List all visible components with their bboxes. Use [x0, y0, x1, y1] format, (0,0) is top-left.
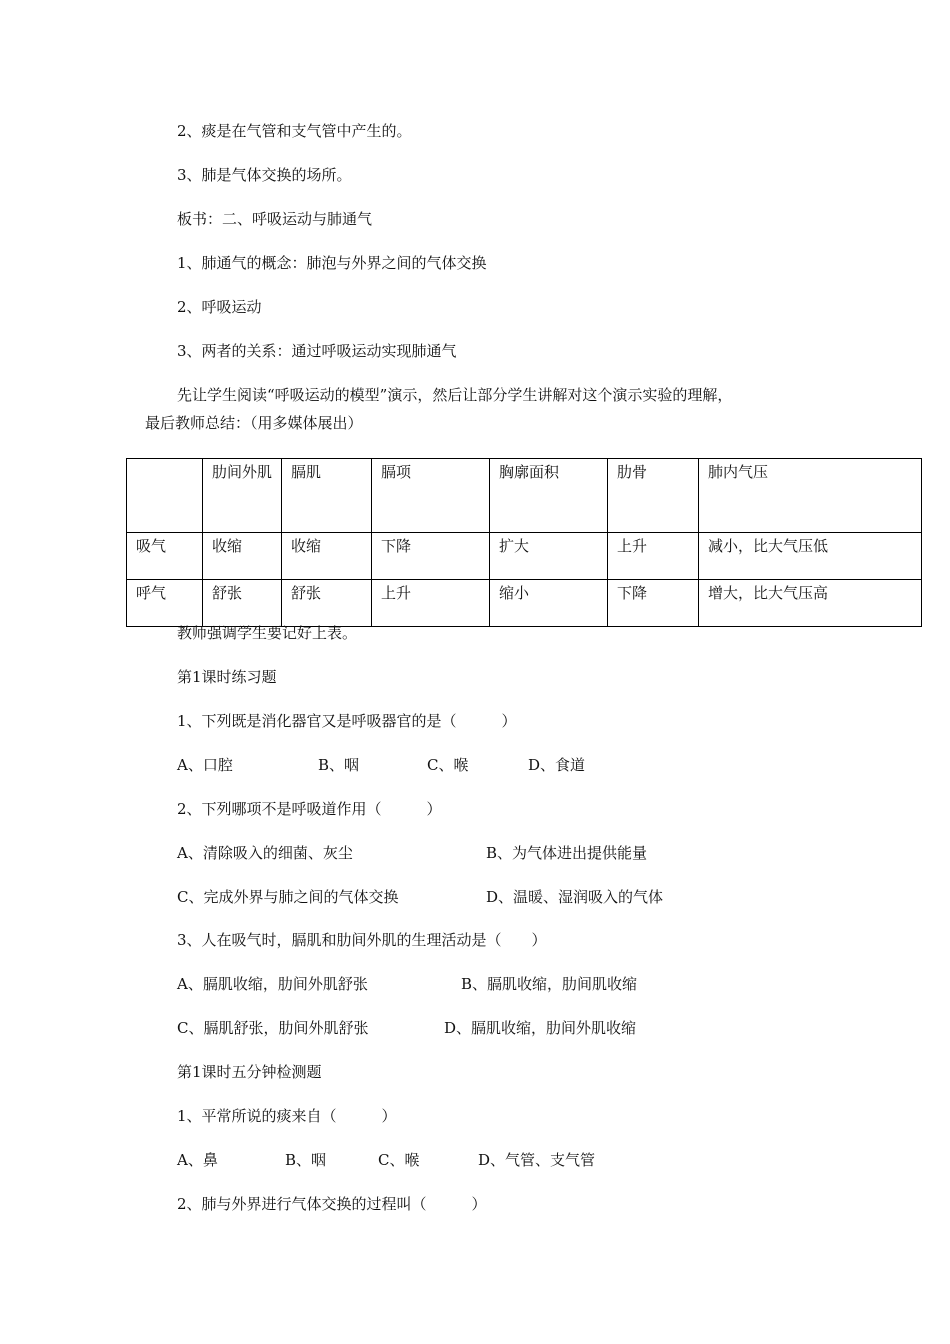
table-cell: 收缩 — [203, 533, 282, 580]
option: D、气管、支气管 — [478, 1151, 596, 1169]
table-cell: 下降 — [608, 580, 699, 627]
table-header-row — [127, 459, 922, 533]
table-header-cell: 肋间外肌 — [203, 459, 282, 533]
text-line: 教师强调学生要记好上表。 — [177, 624, 358, 642]
table-header-cell: 胸廓面积 — [490, 459, 608, 533]
table-cell: 呼气 — [127, 580, 203, 627]
option: B、咽 — [285, 1151, 327, 1169]
option: D、膈肌收缩，肋间外肌收缩 — [444, 1019, 637, 1037]
text-line: 最后教师总结：（用多媒体展出） — [145, 414, 363, 432]
question: 3、人在吸气时，膈肌和肋间外肌的生理活动是（ ） — [177, 931, 547, 949]
table-cell: 吸气 — [127, 533, 203, 580]
question: 1、平常所说的痰来自（ ） — [177, 1107, 397, 1125]
table-cell: 上升 — [372, 580, 490, 627]
table-cell: 减小，比大气压低 — [699, 533, 922, 580]
option: A、鼻 — [177, 1151, 218, 1169]
option: C、膈肌舒张，肋间外肌舒张 — [177, 1019, 369, 1037]
option: C、喉 — [427, 756, 469, 774]
table-header-cell: 肺内气压 — [699, 459, 922, 533]
question: 1、下列既是消化器官又是呼吸器官的是（ ） — [177, 712, 517, 730]
table-row — [127, 533, 922, 580]
text-line: 2、呼吸运动 — [177, 298, 262, 316]
table-header-cell: 肋骨 — [608, 459, 699, 533]
table-cell: 缩小 — [490, 580, 608, 627]
board-heading: 板书：二、呼吸运动与肺通气 — [177, 210, 373, 228]
table-header-cell — [127, 459, 203, 533]
option: D、食道 — [528, 756, 586, 774]
question: 2、肺与外界进行气体交换的过程叫（ ） — [177, 1195, 487, 1213]
section-title: 第1课时五分钟检测题 — [177, 1063, 322, 1081]
table-cell: 舒张 — [203, 580, 282, 627]
text-line: 先让学生阅读“呼吸运动的模型”演示，然后让部分学生讲解对这个演示实验的理解， — [177, 386, 733, 404]
table-cell: 舒张 — [282, 580, 372, 627]
option: B、咽 — [318, 756, 360, 774]
table-cell: 扩大 — [490, 533, 608, 580]
table-cell: 增大，比大气压高 — [699, 580, 922, 627]
text-line: 2、痰是在气管和支气管中产生的。 — [177, 122, 412, 140]
option: C、完成外界与肺之间的气体交换 — [177, 888, 399, 906]
option: A、膈肌收缩，肋间外肌舒张 — [177, 975, 368, 993]
table-cell: 收缩 — [282, 533, 372, 580]
question: 2、下列哪项不是呼吸道作用（ ） — [177, 800, 442, 818]
table-row — [127, 580, 922, 627]
respiration-table — [126, 458, 922, 627]
table-cell: 上升 — [608, 533, 699, 580]
table-cell: 下降 — [372, 533, 490, 580]
table-header-cell: 膈肌 — [282, 459, 372, 533]
text-line: 3、两者的关系：通过呼吸运动实现肺通气 — [177, 342, 457, 360]
table-header-cell: 膈项 — [372, 459, 490, 533]
option: B、膈肌收缩，肋间肌收缩 — [461, 975, 638, 993]
text-line: 1、肺通气的概念：肺泡与外界之间的气体交换 — [177, 254, 487, 272]
text-line: 3、肺是气体交换的场所。 — [177, 166, 352, 184]
option: D、温暖、湿润吸入的气体 — [486, 888, 664, 906]
option: A、清除吸入的细菌、灰尘 — [177, 844, 353, 862]
option: B、为气体进出提供能量 — [486, 844, 648, 862]
option: A、口腔 — [177, 756, 233, 774]
section-title: 第1课时练习题 — [177, 668, 277, 686]
option: C、喉 — [378, 1151, 420, 1169]
